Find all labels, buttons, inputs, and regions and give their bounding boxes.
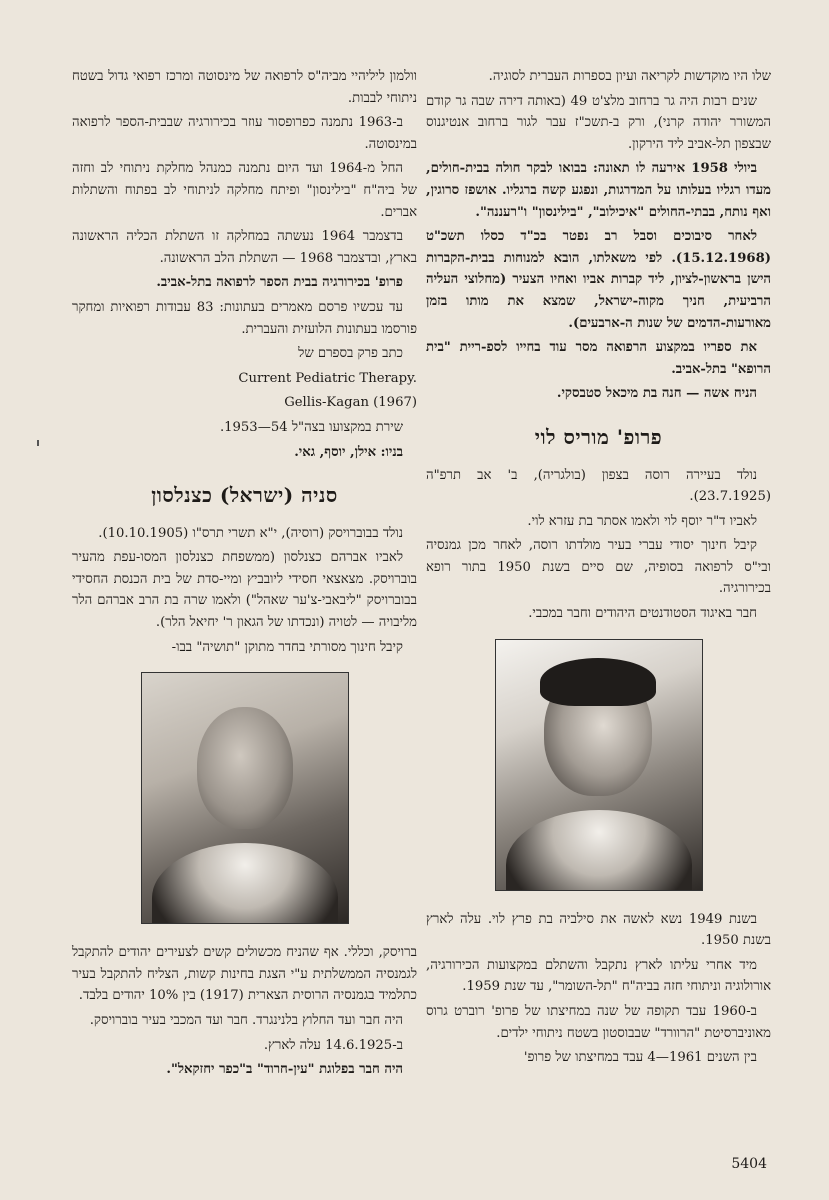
portrait-photo-levy xyxy=(495,639,703,891)
photo-shirt-shape xyxy=(506,810,692,891)
right-column xyxy=(426,66,771,1072)
paragraph: היה חבר ועד החלוץ בלנינגרד. חבר ועד המכבי בעיר בוברויסק. xyxy=(89,1013,403,1029)
paragraph: את ספריו במקצוע הרפואה מסר עוד בחייו לספ-ריית "בית הרופא" בתל-אביב. xyxy=(426,340,771,377)
paragraph: בניו: אילן, יוסף, גאי. xyxy=(294,444,403,460)
paragraph: ב-1960 עבד תקופה של שנה במחיצתו של פרופ' רוברט גרוס מאוניברסיטת "הרוורד" שבבוסטון בשטח ניתוחי ילדים. xyxy=(426,1004,771,1041)
paragraph: היה חבר בפלוגת "עין-חרוד" ב"כפר יחזקאל". xyxy=(166,1062,403,1078)
paragraph: נולד בעיירה רוסה בצפון (בולגריה), ב' אב תרפ"ה (23.7.1925). xyxy=(426,467,771,505)
book-authors-english: Gellis-Kagan (1967) xyxy=(284,395,417,411)
paragraph: החל מ-1964 ועד היום נתמנה כמנהל מחלקת ניתוחי לב וחזה של ביה"ח "בילינסון" ופיתח מחלקה לניתוחי לב בפתוח והשתלות אברים. xyxy=(72,161,417,220)
paragraph: ביולי 1958 אירעה לו תאונה: בבואו לבקר חולה בבית-חולים, מעדו רגליו בעלותו על המדרגות, ונפגע קשה ברגליו. אושפז סרוגין, ואף נותח, בבתי-החולים "איכילוב", "בילינסון" ו"רעננה". xyxy=(426,161,771,220)
paragraph: לאביו אברהם כצנלסון (ממשפחת כצנלסון המסו-עפת מהעיר בוברויסק. מצאצאי חסידי ליובביץ ומיי-סדת של בית הכנסת החסידי בבוברויסק "ליבאבי-צ'ער שאהל") ולאמו שרה בת הרב אברהם הלר מליבויה — לטויה (ונכדתו של הגאון ר' יחיאל הלר). xyxy=(72,550,417,631)
section-heading-levy: פרופ' מוריס לוי xyxy=(534,424,663,449)
paragraph: כתב פרק בספרם של xyxy=(298,346,403,362)
paragraph: לאביו ד"ר יוסף לוי ולאמו אסתר בת עזרא לוי. xyxy=(527,513,757,529)
page-number: 5404 xyxy=(731,1156,767,1172)
left-column xyxy=(72,66,417,1084)
paragraph: נולד בבוברויסק (רוסיה), י"א תשרי תרס"ו (10.10.1905). xyxy=(98,525,403,541)
paragraph: שלו היו מוקדשות לקריאה ועיון בספרות העברית לסוגיה. xyxy=(488,69,771,84)
book-title-english: Current Pediatric Therapy. xyxy=(238,370,417,386)
paragraph: בדצמבר 1964 נעשתה במחלקה זו השתלת הכליה הראשונה בארץ, ובדצמבר 1968 — השתלת הלב הראשונה. xyxy=(72,229,417,266)
paragraph: מיד אחרי עליתו לארץ נתקבל והשתלם במקצועות הכירורגיה, אורולוגיה וניתוחי חזה בביה"ח "תל-השומר", עד שנת 1959. xyxy=(426,957,771,995)
paragraph: בשנת 1949 נשא לאשה את סילביה בת פרץ לוי. עלה לארץ בשנת 1950. xyxy=(426,911,771,949)
paragraph: לאחר סיבוכים וסבל רב נפטר בכ"ד כסלו תשכ"ט (15.12.1968). לפי משאלתו, הובא למנוחות בבית-הקברות הישן בראשון-לציון, ליד קברות אביו ואחיו הצעיר (מחלוצי העליה הרביעית, חניך מקוה-ישראל, שמצא את מותו בזמן מאורעות-הדמים של שנות ה-ארבעים). xyxy=(426,229,771,331)
paragraph: ברויסק, וכללי. אף שהניח מכשולים קשים לצעירים יהודים להתקבל לגמנסיה הממשלתית ע"י הצגת בחינות קשות, הצליח להתקבל בעיר כתלמיד בגמנסיה הרוסית הצארית (1917) בין 10% יהודים בלבד. xyxy=(72,945,417,1004)
paragraph: חבר באיגוד הסטודנטים היהודים וחבר במכבי. xyxy=(528,606,757,622)
paragraph: שנים רבות היה גר ברחוב מלצ'ט 49 (באותה דירה שבה גר קודם המשורר יהודה קרני), ורק ב-תשכ"ז עבר לגור ברחוב אנטיגנוס שבצפון תל-אביב ליד הירקון. xyxy=(426,93,771,152)
paragraph: קיבל חינוך יסודי עברי בעיר מולדתו רוסה, לאחר מכן גמנסיה ובי"ס לרפואה בסופיה, שם סיים בשנת 1950 בתור רופא בכירורגיה. xyxy=(426,538,771,597)
paragraph: עד עכשיו פרסם מאמרים בעתונות: 83 עבודות רפואיות ומחקר פורסמו בעתונות הלועזית והעברית. xyxy=(72,299,417,337)
paragraph: קיבל חינוך מסורתי בחדר מתוקן "תושיה" בבו- xyxy=(171,639,403,655)
photo-jacket-shape xyxy=(152,843,338,924)
margin-mark xyxy=(37,440,39,446)
photo-hair-shape xyxy=(540,658,656,706)
paragraph: פרופ' בכירורגיה בבית הספר לרפואה בתל-אביב. xyxy=(156,275,403,291)
photo-head-shape xyxy=(197,707,293,829)
paragraph: וולמון ליליהיי מביה"ס לרפואה של מינסוטה ומרכז רפואי גדול בשטח ניתוחי לבבות. xyxy=(72,69,417,106)
paragraph: ב-1963 נתמנה כפרופסור עוזר בכירורגיה שבבית-הספר לרפואה במינסוטה. xyxy=(72,115,417,152)
paragraph: הניח אשה — חנה בת מיכאל סטבסקי. xyxy=(556,386,757,402)
portrait-photo-katznelson xyxy=(141,672,349,924)
paragraph: בין השנים 1961—4 עבד במחיצתו של פרופ' xyxy=(523,1050,757,1066)
paragraph: ב-14.6.1925 עלה לארץ. xyxy=(263,1037,403,1053)
section-heading-katznelson: סניה (ישראל) כצנלסון xyxy=(151,483,338,508)
paragraph: שירת במקצועו בצה"ל 54—1953. xyxy=(219,419,403,435)
